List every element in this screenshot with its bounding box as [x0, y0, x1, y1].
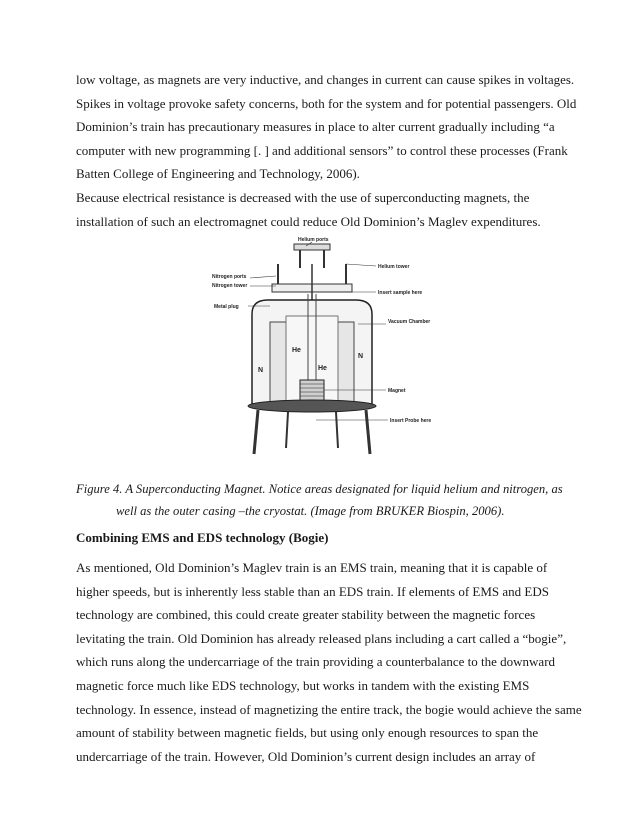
text-line: magnetic force much like EDS technology, but works in tandem with the existing EMS [76, 677, 530, 693]
label-nitrogen-ports: Nitrogen ports [212, 274, 247, 280]
text-line: levitating the train. Old Dominion has already released plans including a cart called a “bogie”, [76, 630, 567, 646]
caption-line: well as the outer casing –the cryostat. (Image from BRUKER Biospin, 2006). [116, 504, 505, 518]
label-n-right: N [358, 353, 364, 360]
label-nitrogen-tower: Nitrogen tower [212, 283, 248, 289]
text-line: which runs along the undercarriage of the train providing a counterbalance to the downward [76, 654, 556, 670]
text-line: undercarriage of the train. However, Old Dominion’s current design includes an array of [76, 748, 536, 764]
label-magnet: Magnet [388, 388, 406, 394]
text-line: Batten College of Engineering and Technology, 2006). [76, 166, 360, 182]
text-line: amount of stability between magnetic fields, but using only enough resources to span the [76, 725, 539, 741]
label-insert-probe: Insert Probe here [390, 418, 432, 424]
text-line: Because electrical resistance is decreased with the use of superconducting magnets, the [76, 190, 530, 205]
label-helium-ports: Helium ports [298, 237, 329, 243]
label-helium-tower: Helium tower [378, 264, 410, 270]
paragraph-resistance [76, 186, 576, 233]
text-line: technology. In essence, instead of magnetizing the entire track, the bogie would achieve the same [76, 701, 582, 717]
superconducting-magnet-figure [208, 234, 448, 460]
text-line: technology are combined, this could create greater stability between the magnetic forces [76, 607, 536, 623]
label-n-left: N [258, 367, 264, 374]
text-line: higher speeds, but is inherently less stable than an EDS train. If elements of EMS and EDS [76, 583, 549, 599]
text-line: Spikes in voltage provoke safety concerns, both for the system and for potential passengers. Old [76, 95, 577, 111]
figure-caption [76, 478, 576, 522]
text-line: installation of such an electromagnet could reduce Old Dominion’s Maglev expenditures. [76, 213, 541, 229]
paragraph-voltage-spikes [76, 68, 576, 186]
text-line: low voltage, as magnets are very inductive, and changes in current can cause spikes in voltages. [76, 72, 575, 87]
text-line: Dominion’s train has precautionary measures in place to alter current gradually including “a [76, 119, 555, 135]
label-vacuum-chamber: Vacuum Chamber [388, 319, 431, 325]
label-he-right: He [318, 365, 327, 372]
label-insert-sample: Insert sample here [378, 290, 423, 296]
label-metal-plug: Metal plug [214, 304, 239, 310]
text-line: computer with new programming [. ] and additional sensors” to control these processes (Frank [76, 142, 568, 158]
paragraph-bogie [76, 556, 582, 768]
label-he-left: He [292, 347, 301, 354]
section-heading: Combining EMS and EDS technology (Bogie) [76, 530, 329, 545]
cryostat-diagram [208, 234, 448, 460]
caption-line: Figure 4. A Superconducting Magnet. Notice areas designated for liquid helium and nitrogen, as [76, 482, 563, 496]
text-line: As mentioned, Old Dominion’s Maglev train is an EMS train, meaning that it is capable of [76, 560, 548, 575]
